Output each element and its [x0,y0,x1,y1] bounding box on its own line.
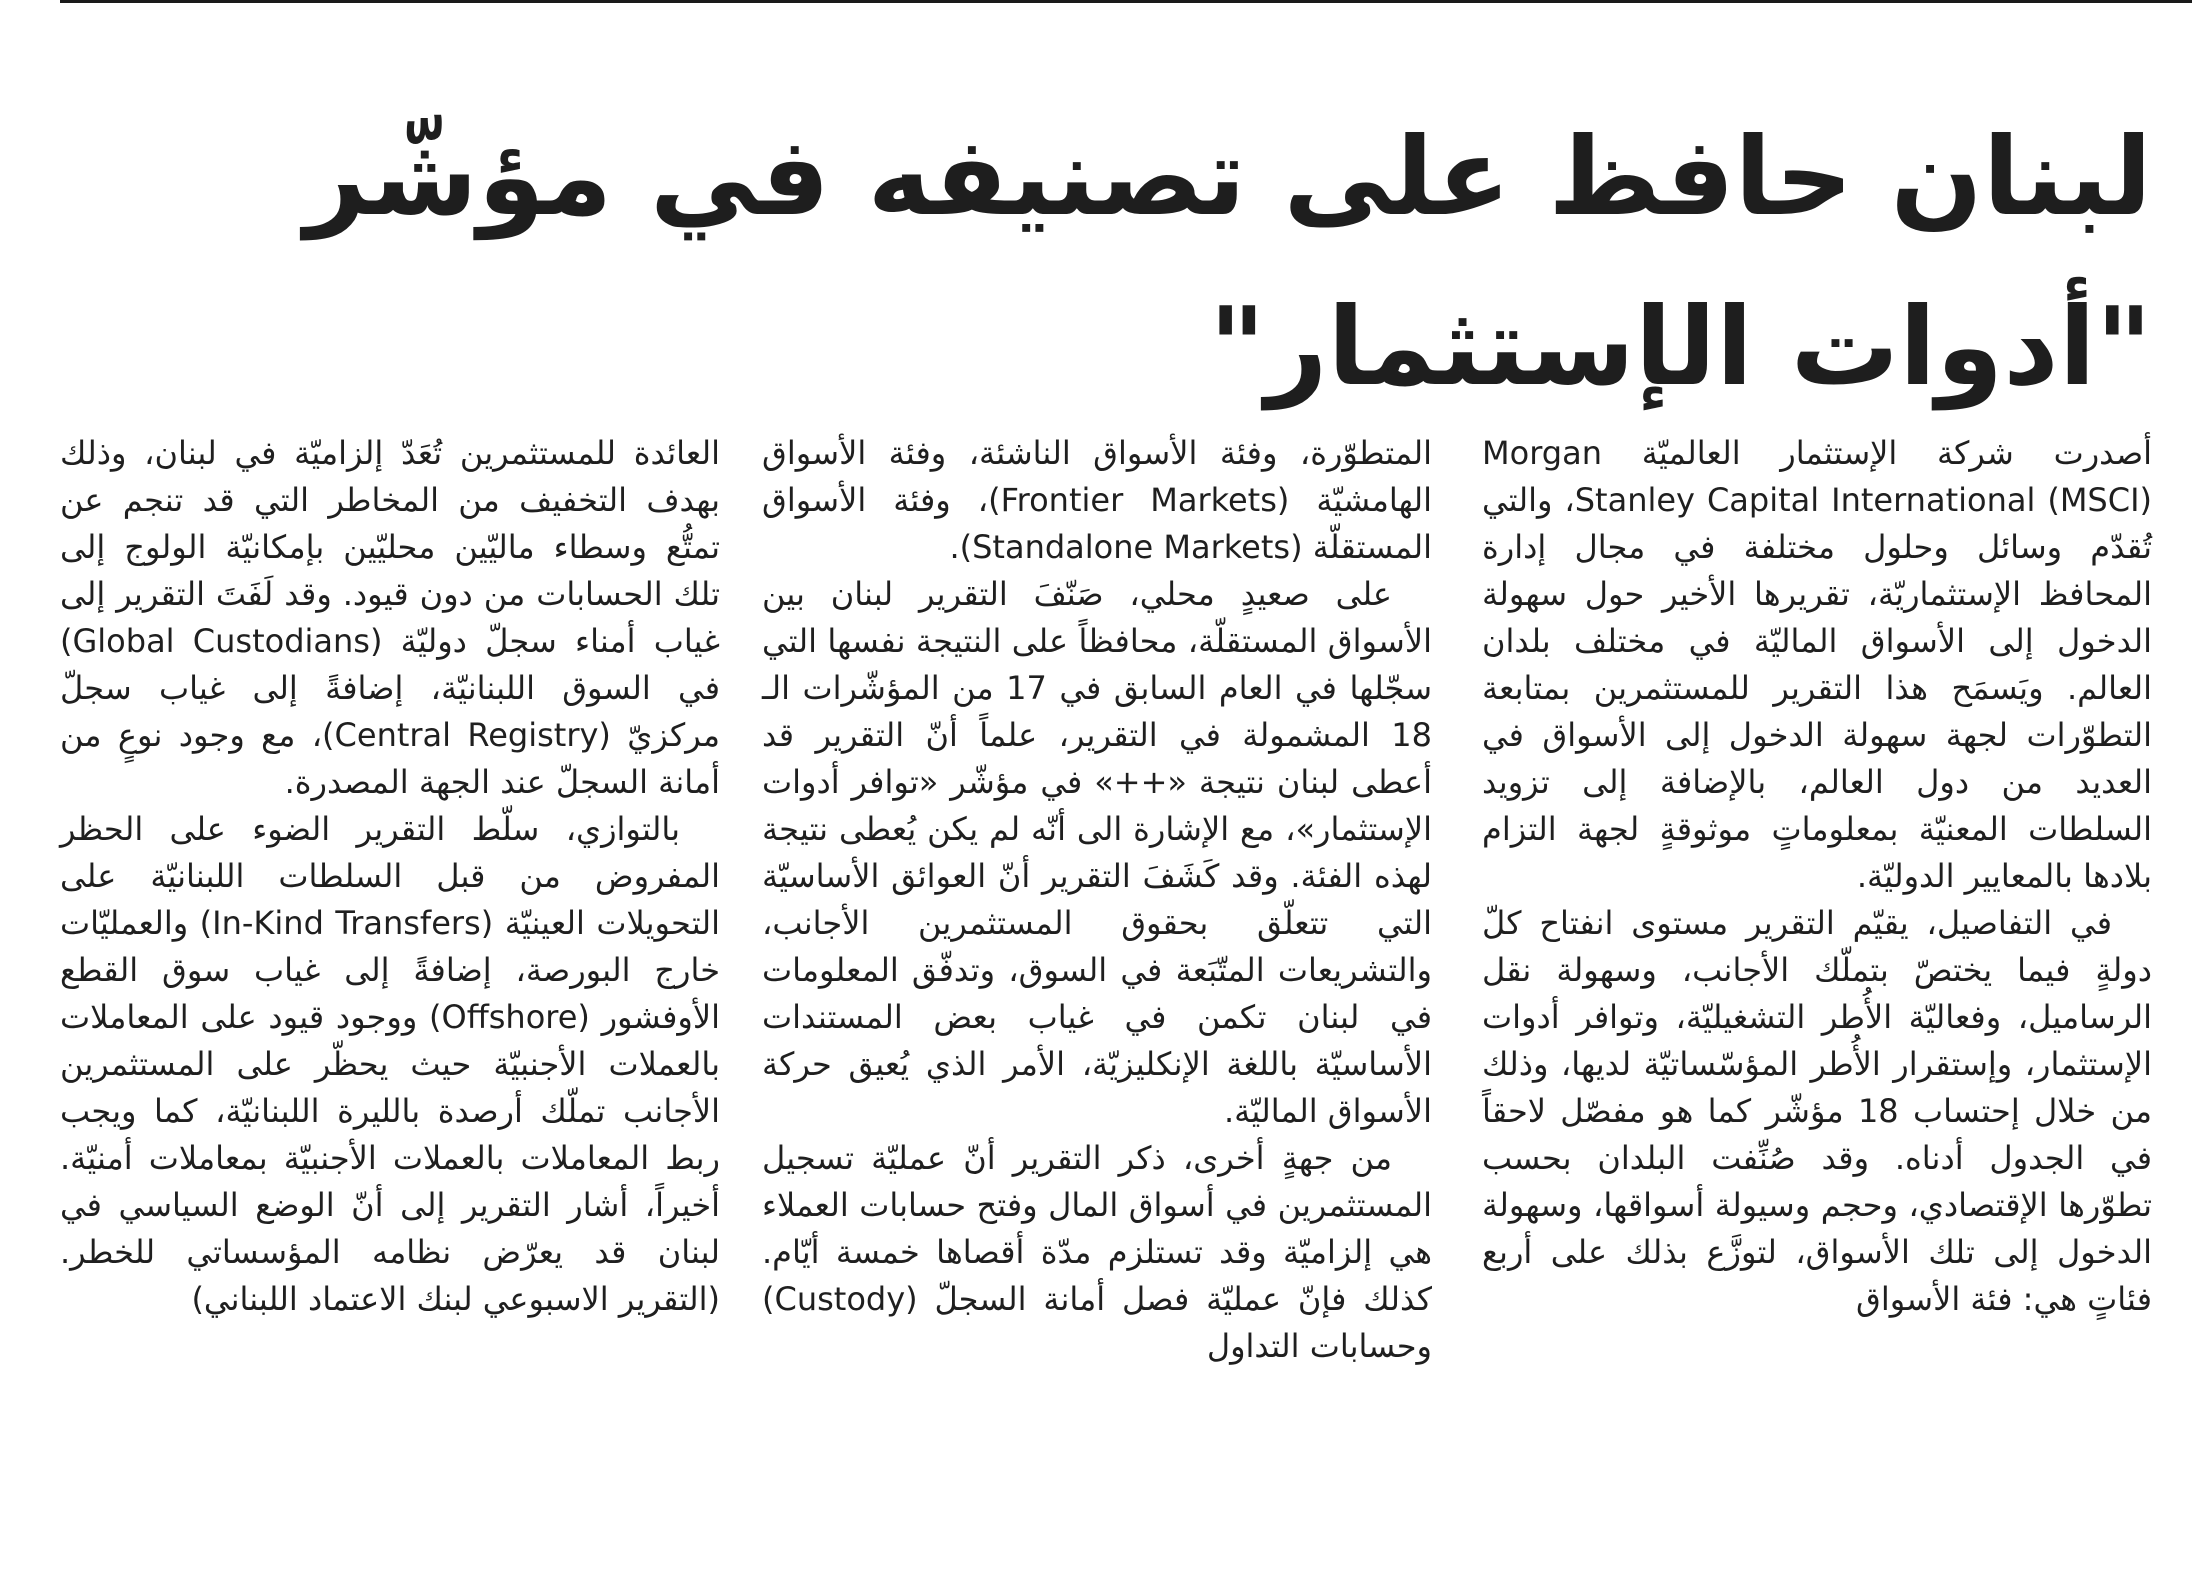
paragraph: في التفاصيل، يقيّم التقرير مستوى انفتاح كلّ دولةٍ فيما يختصّ بتملّك الأجانب، وسهولة نقل الرساميل، وفعاليّة الأُطر التشغيليّة، وتوافر أدوات الإستثمار، وإستقرار الأُطر المؤسّساتيّة لديها، وذلك من خلال إحتساب 18 مؤشّر كما هو مفصّل لاحقاً في الجدول أدناه. وقد صُنِّفت البلدان بحسب تطوّرها الإقتصادي، وحجم وسيولة أسواقها، وسهولة الدخول إلى تلك الأسواق، لتوزَّع بذلك على أربع فئاتٍ هي: فئة الأسواق [1482,904,2153,1318]
article-column-1 [1482,430,2152,1323]
article-column-2 [762,430,1432,1370]
headline-line-2: "أدوات الإستثمار" [1209,285,2152,411]
paragraph: على صعيدٍ محلي، صَنّفَ التقرير لبنان بين الأسواق المستقلّة، محافظاً على النتيجة نفسها التي سجّلها في العام السابق في 17 من المؤشّرات الـ 18 المشمولة في التقرير، علماً أنّ التقرير قد أعطى لبنان نتيجة «++» في مؤشّر «توافر أدوات الإستثمار»، مع الإشارة الى أنّه لم يكن يُعطى نتيجة لهذه الفئة. وقد كَشَفَ التقرير أنّ العوائق الأساسيّة التي تتعلّق بحقوق المستثمرين الأجانب، والتشريعات المتّبَعة في السوق، وتدفّق المعلومات في لبنان تكمن في غياب بعض المستندات الأساسيّة باللغة الإنكليزيّة، الأمر الذي يُعيق حركة الأسواق الماليّة. [762,575,1433,1130]
paragraph: أصدرت شركة الإستثمار العالميّة Morgan Stanley Capital International (MSCI)، والتي تُقدّم وسائل وحلول مختلفة في مجال إدارة المحافظ الإستثماريّة، تقريرها الأخير حول سهولة الدخول إلى الأسواق الماليّة في مختلف بلدان العالم. ويَسمَح هذا التقرير للمستثمرين بمتابعة التطوّرات لجهة سهولة الدخول إلى الأسواق في العديد من دول العالم، بالإضافة إلى تزويد السلطات المعنيّة بمعلوماتٍ موثوقةٍ لجهة التزام بلادها بالمعايير الدوليّة. [1482,434,2152,895]
paragraph: المتطوّرة، وفئة الأسواق الناشئة، وفئة الأسواق الهامشيّة (Frontier Markets)، وفئة الأسواق المستقلّة (Standalone Markets). [762,434,1433,566]
top-rule [60,0,2192,3]
paragraph: من جهةٍ أخرى، ذكر التقرير أنّ عمليّة تسجيل المستثمرين في أسواق المال وفتح حسابات العملاء هي إلزاميّة وقد تستلزم مدّة أقصاها خمسة أيّام. كذلك فإنّ عمليّة فصل أمانة السجلّ (Custody) وحسابات التداول [762,1139,1432,1365]
headline-line-1: لبنان حافظ على تصنيفه في مؤشّر [304,115,2152,241]
article-column-3 [60,430,720,1323]
paragraph: بالتوازي، سلّط التقرير الضوء على الحظر المفروض من قبل السلطات اللبنانيّة على التحويلات العينيّة (In-Kind Transfers) والعمليّات خارج البورصة، إضافةً إلى غياب سوق القطع الأوفشور (Offshore) ووجود قيود على المعاملات بالعملات الأجنبيّة حيث يحظّر على المستثمرين الأجانب تملّك أرصدة بالليرة اللبنانيّة، كما ويجب ربط المعاملات بالعملات الأجنبيّة بمعاملات أمنيّة. أخيراً، أشار التقرير إلى أنّ الوضع السياسي في لبنان قد يعرّض نظامه المؤسساتي للخطر. (التقرير الاسبوعي لبنك الاعتماد اللبناني) [60,810,721,1318]
paragraph: العائدة للمستثمرين تُعَدّ إلزاميّة في لبنان، وذلك بهدف التخفيف من المخاطر التي قد تنجم عن تمتُّع وسطاء ماليّين محليّين بإمكانيّة الولوج إلى تلك الحسابات من دون قيود. وقد لَفَتَ التقرير إلى غياب أمناء سجلّ دوليّة (Global Custodians) في السوق اللبنانيّة، إضافةً إلى غياب سجلّ مركزيّ (Central Registry)، مع وجود نوعٍ من أمانة السجلّ عند الجهة المصدرة. [60,434,721,801]
